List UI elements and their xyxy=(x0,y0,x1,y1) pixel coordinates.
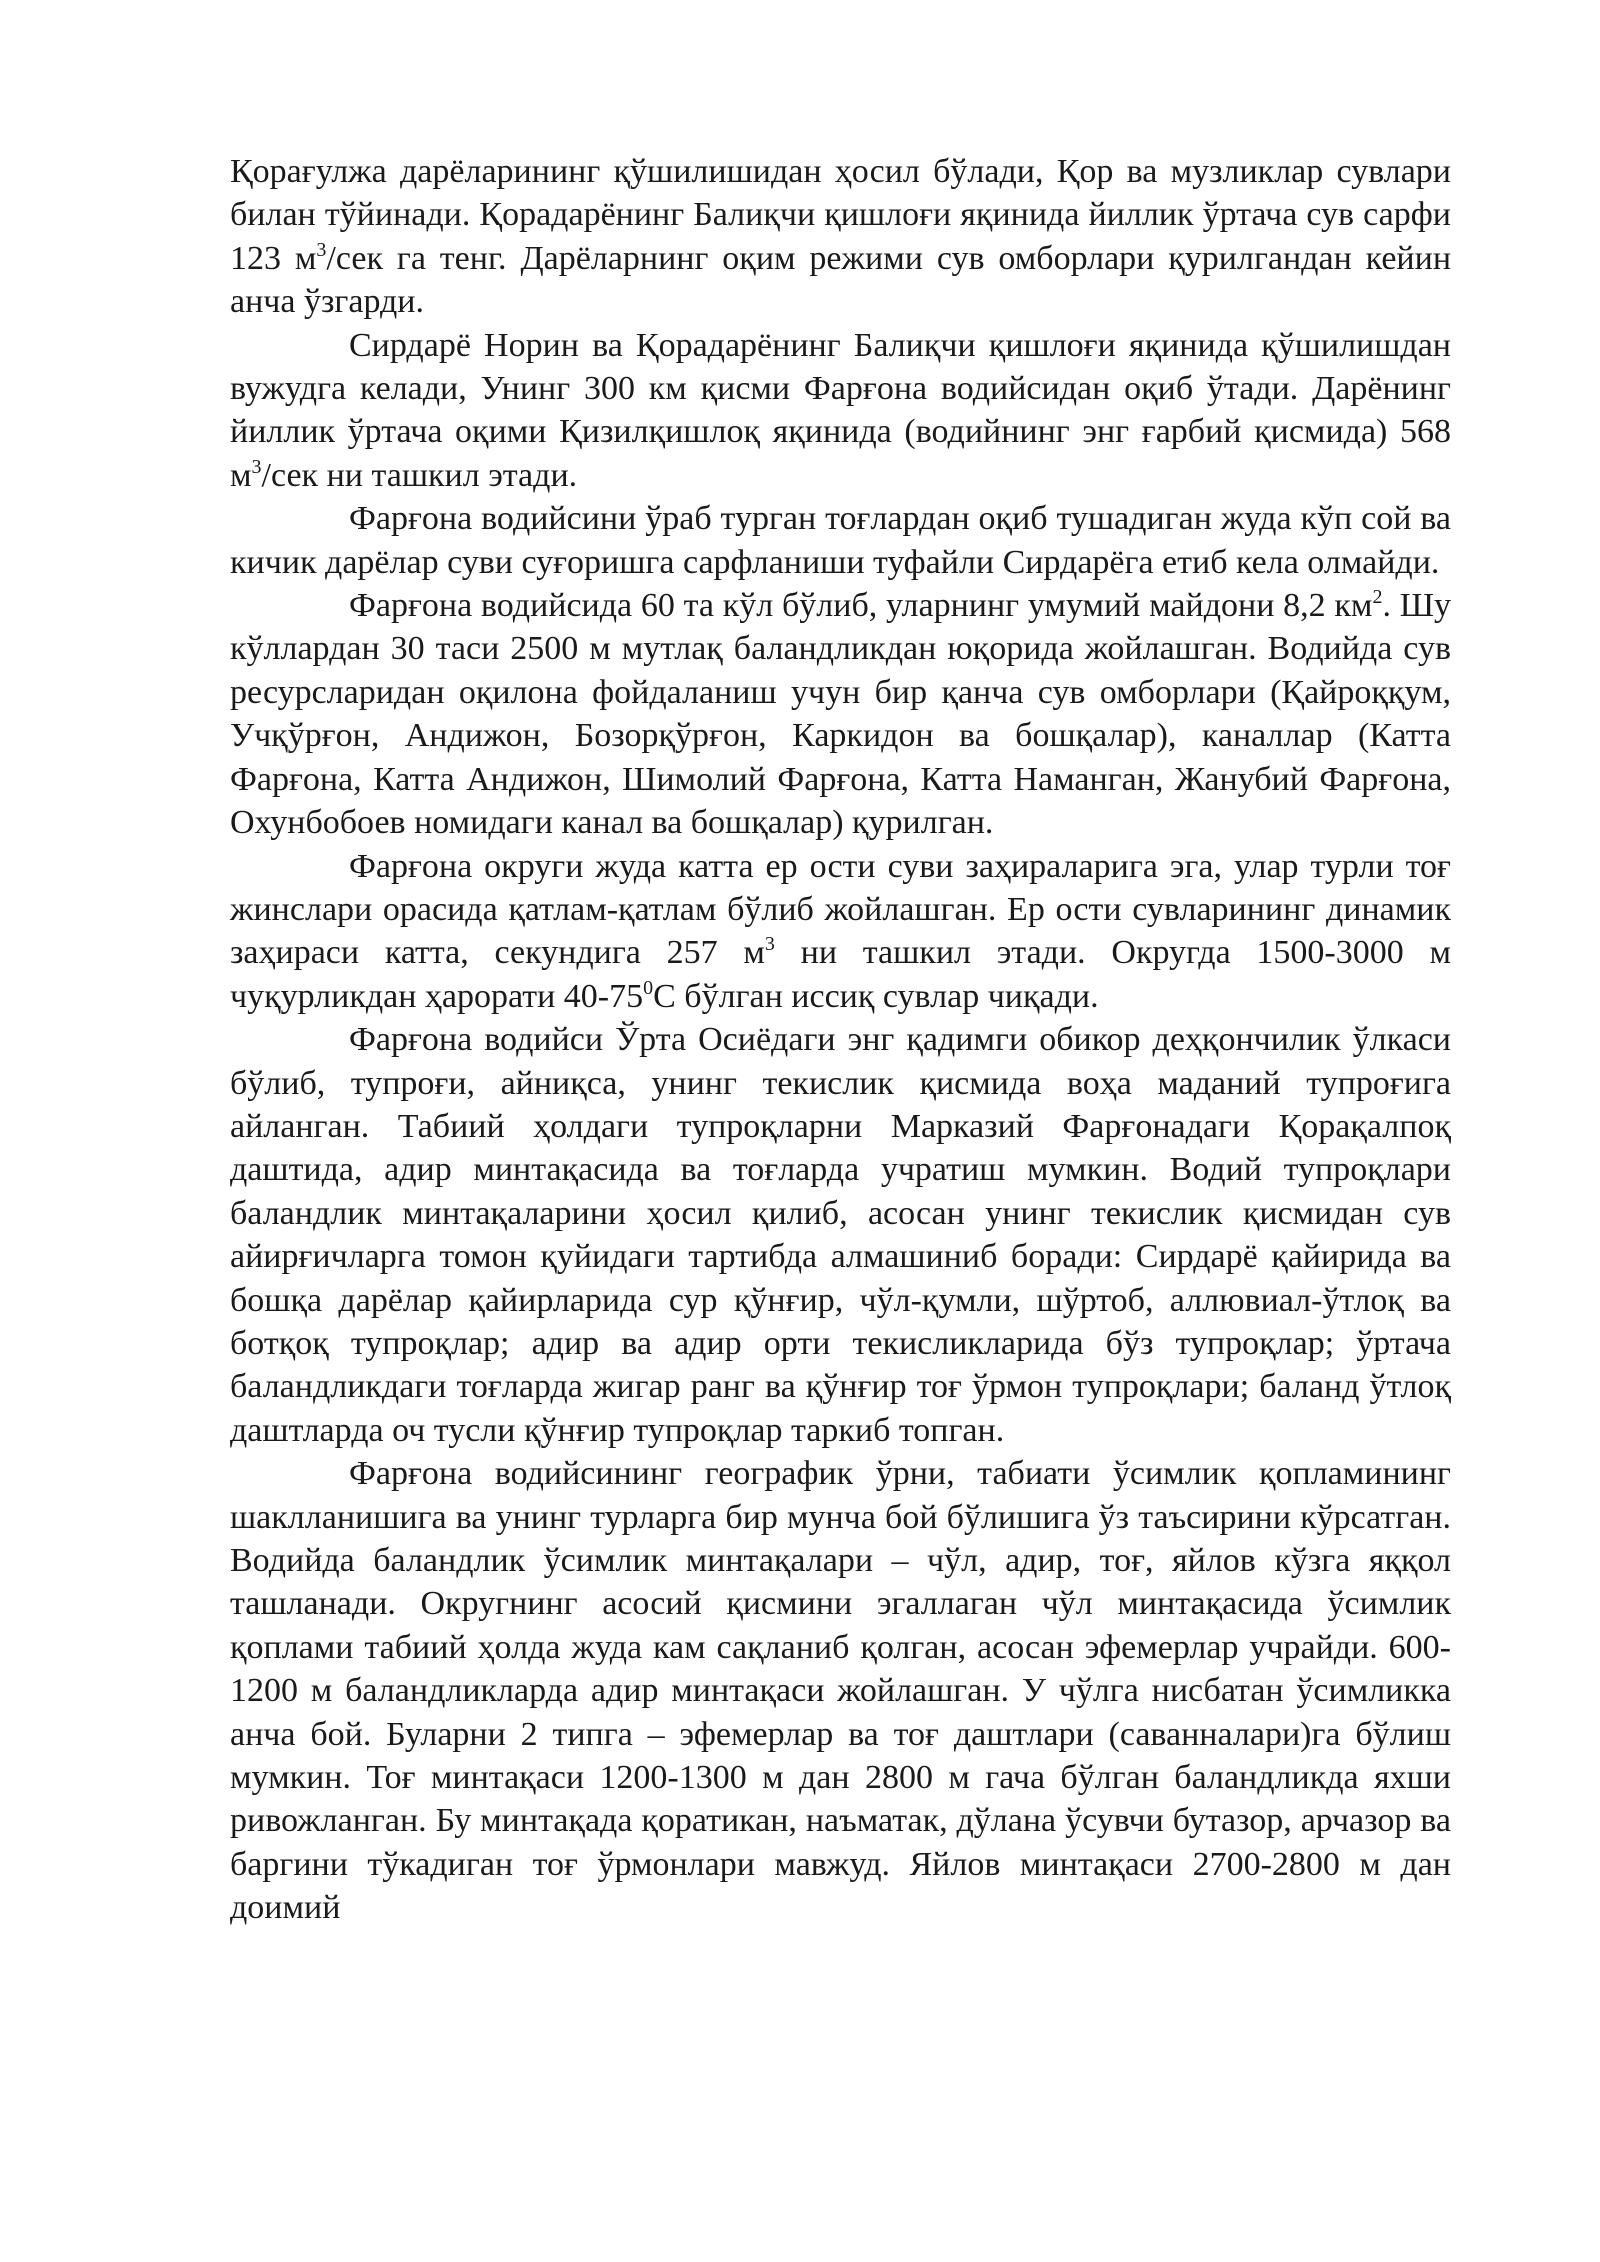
superscript: 0 xyxy=(643,976,654,999)
paragraph xyxy=(230,1452,1451,1929)
text-run: Фарғона водийсининг географик ўрни, табиати ўсимлик қопламининг шаклланишига ва унинг турларга бир мунча бой бўлишига ўз таъсирини кўрсатган. Водийда баландлик ўсимлик минтақалари – чўл, адир, тоғ, яйлов кўзга яққол ташланади. Округнинг асосий қисмини эгаллаган чўл минтақасида ўсимлик қоплами табиий ҳолда жуда кам сақланиб қолган, асосан эфемерлар учрайди. 600-1200 м баландликларда адир минтақаси жойлашган. У чўлга нисбатан ўсимликка анча бой. Буларни 2 типга – эфемерлар ва тоғ даштлари (саванналари)га бўлиш мумкин. Тоғ минтақаси 1200-1300 м дан 2800 м гача бўлган баландликда яхши ривожланган. Бу минтақада қоратикан, наъматак, дўлана ўсувчи бутазор, арчазор ва баргини тўкадиган тоғ ўрмонлари мавжуд. Яйлов минтақаси 2700-2800 м дан доимий xyxy=(230,1455,1451,1927)
text-run: Фарғона округи жуда катта ер ости суви заҳираларига эга, улар турли тоғ жинслари орасида қатлам-қатлам бўлиб жойлашган. Ер ости сувларининг динамик заҳираси катта, секундига 257 м xyxy=(230,847,1451,972)
paragraph xyxy=(230,497,1451,584)
text-run: /сек га тенг. Дарёларнинг оқим режими сув омборлари қурилгандан кейин анча ўзгарди. xyxy=(230,239,1452,321)
superscript: 3 xyxy=(251,455,262,478)
text-run: . Шу кўллардан 30 таси 2500 м мутлақ баландликдан юқорида жойлашган. Водийда сув ресурсларидан оқилона фойдаланиш учун бир қанча сув омборлари (Қайроққум, Учқўрғон, Андижон, Бозорқўрғон, Каркидон ва бошқалар), каналлар (Катта Фарғона, Катта Андижон, Шимолий Фарғона, Катта Наманган, Жанубий Фарғона, Охунбобоев номидаги канал ва бошқалар) қурилган. xyxy=(230,587,1451,842)
text-run: ни ташкил этади. Округда 1500-3000 м чуқурликдан ҳарорати 40-75 xyxy=(230,934,1451,1015)
superscript: 3 xyxy=(764,933,775,956)
text-run: Сирдарё Норин ва Қорадарёнинг Балиқчи қишлоғи яқинида қўшилишдан вужудга келади, Унинг 300 км қисми Фарғона водийсидан оқиб ўтади. Дарёнинг йиллик ўртача оқими Қизилқишлоқ яқинида (водийнинг энг ғарбий қисмида) 568 м xyxy=(230,326,1451,494)
text-run: Фарғона водийсини ўраб турган тоғлардан оқиб тушадиган жуда кўп сой ва кичик дарёлар суви суғоришга сарфланиши туфайли Сирдарёга етиб кела олмайди. xyxy=(230,500,1451,581)
text-run: /сек ни ташкил этади. xyxy=(261,456,578,494)
body-text xyxy=(230,150,1451,1930)
text-run: Фарғона водийсида 60 та кўл бўлиб, уларнинг умумий майдони 8,2 км xyxy=(349,587,1373,625)
text-run: С бўлган иссиқ сувлар чиқади. xyxy=(653,977,1099,1015)
superscript: 2 xyxy=(1372,586,1383,609)
paragraph xyxy=(230,584,1451,844)
paragraph xyxy=(230,150,1451,324)
superscript: 3 xyxy=(316,238,327,261)
paragraph xyxy=(230,324,1451,498)
text-run: Фарғона водийси Ўрта Осиёдаги энг қадимги обикор деҳқончилик ўлкаси бўлиб, тупроғи, айниқса, унинг текислик қисмида воҳа маданий тупроғига айланган. Табиий ҳолдаги тупроқларни Марказий Фарғонадаги Қорақалпоқ даштида, адир минтақасида ва тоғларда учратиш мумкин. Водий тупроқлари баландлик минтақаларини ҳосил қилиб, асосан унинг текислик қисмидан сув айирғичларга томон қуйидаги тартибда алмашиниб боради: Сирдарё қайирида ва бошқа дарёлар қайирларида сур қўнғир, чўл-қумли, шўртоб, аллювиал-ўтлоқ ва ботқоқ тупроқлар; адир ва адир орти текисликларида бўз тупроқлар; ўртача баландликдаги тоғларда жигар ранг ва қўнғир тоғ ўрмон тупроқлари; баланд ўтлоқ даштларда оч тусли қўнғир тупроқлар таркиб топган. xyxy=(230,1021,1451,1449)
text-run: Қорағулжа дарёларининг қўшилишидан ҳосил бўлади, Қор ва музликлар сувлари билан тўйинади. Қорадарёнинг Балиқчи қишлоғи яқинида йиллик ўртача сув сарфи 123 м xyxy=(230,153,1451,277)
paragraph xyxy=(230,1018,1451,1452)
paragraph xyxy=(230,845,1451,1019)
